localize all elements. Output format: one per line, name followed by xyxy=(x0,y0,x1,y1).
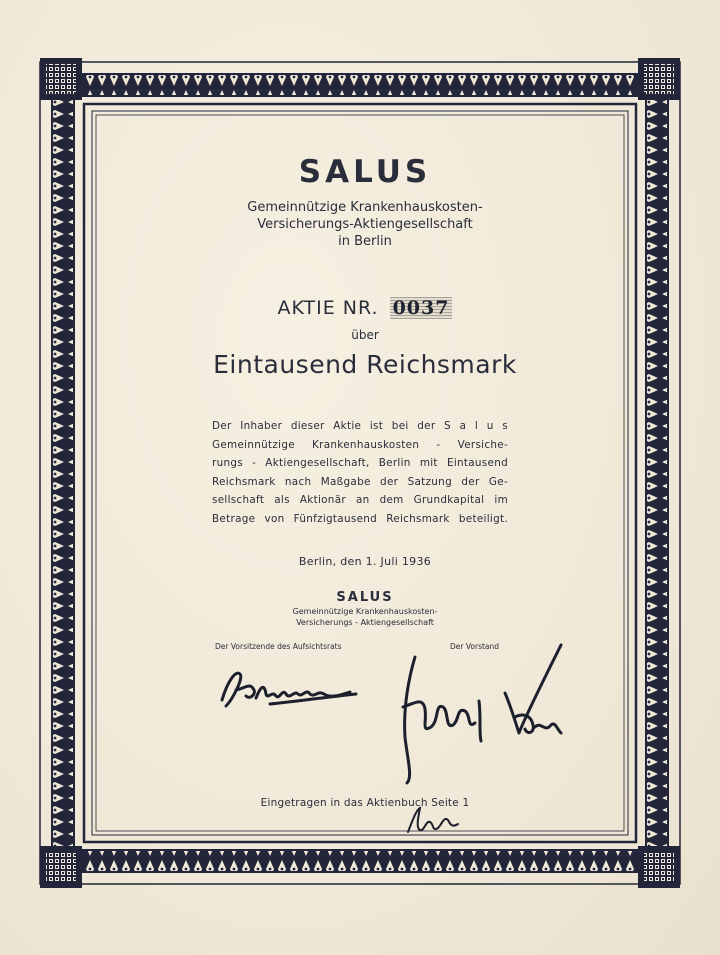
company-subtitle xyxy=(100,199,630,250)
share-number: 0037 xyxy=(390,297,453,319)
signatory-left-role: Der Vorsitzende des Aufsichtsrats xyxy=(215,642,342,651)
body-line: Reichsmark nach Maßgabe der Satzung der Ge- xyxy=(212,475,508,488)
footer-company-subtitle xyxy=(100,606,630,628)
corner-ornament-icon xyxy=(40,846,82,888)
corner-ornament-icon xyxy=(638,58,680,100)
body-line: rungs - Aktiengesellschaft, Berlin mit Eintausend xyxy=(212,457,508,469)
company-name: SALUS xyxy=(298,154,432,190)
corner-ornament-icon xyxy=(638,846,680,888)
body-line: Betrage von Fünfzigtausend Reichsmark beteiligt. xyxy=(212,512,508,525)
place-date: Berlin, den 1. Juli 1936 xyxy=(298,555,432,568)
corner-ornament-icon xyxy=(40,58,82,100)
company-subtitle-line: Gemeinnützige Krankenhauskosten- xyxy=(247,200,483,215)
registration-note: Eingetragen in das Aktienbuch Seite 1 xyxy=(260,797,470,809)
footer-subtitle-line: Versicherungs - Aktiengesellschaft xyxy=(296,618,434,627)
signatory-right-role: Der Vorstand xyxy=(450,642,500,651)
signature xyxy=(210,660,370,720)
signature xyxy=(395,637,565,787)
certificate-body-text xyxy=(212,417,508,528)
share-heading xyxy=(100,297,630,319)
body-line: Der Inhaber dieser Aktie ist bei der S a l u s xyxy=(212,420,508,432)
body-line: sellschaft als Aktionär an dem Grundkapital im xyxy=(212,494,508,506)
company-subtitle-line: in Berlin xyxy=(338,234,392,249)
footer-subtitle-line: Gemeinnützige Krankenhauskosten- xyxy=(292,607,438,616)
signature xyxy=(402,802,462,838)
body-line: Gemeinnützige Krankenhauskosten - Versiche- xyxy=(212,438,508,451)
share-amount: Eintausend Reichsmark xyxy=(213,350,517,379)
footer-company-name: SALUS xyxy=(336,590,394,605)
certificate-content xyxy=(100,112,630,834)
ueber-text: über xyxy=(351,328,379,342)
share-label: AKTIE NR. xyxy=(277,297,379,319)
company-subtitle-line: Versicherungs-Aktiengesellschaft xyxy=(257,217,473,232)
